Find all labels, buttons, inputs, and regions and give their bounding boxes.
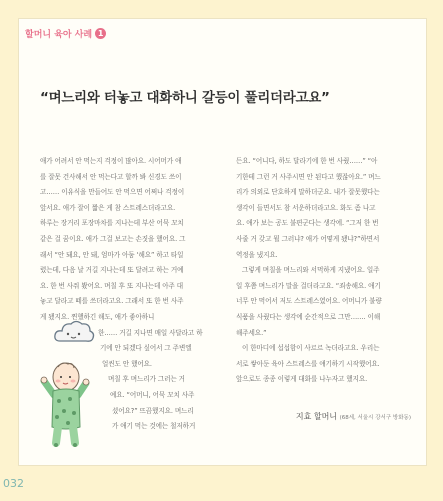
text-line: 서로 쌓아둔 육아 스트레스를 얘기하기 시작했어요. xyxy=(236,359,380,368)
cloud-illustration xyxy=(52,317,96,347)
text-line: 렸는데, 다음 날 거길 지나는데 또 달려고 하는 거예 xyxy=(40,266,184,275)
text-line: 기한테 그런 거 사주시면 안 된다고 했잖아요.” 며느 xyxy=(236,172,381,181)
section-tag xyxy=(25,27,106,40)
text-line: 예요. “어머니, 어묵 꼬치 사주 xyxy=(110,390,195,399)
text-line: 가 애기 먹는 것에는 철저하거 xyxy=(112,422,196,431)
text-line: 역정을 냈지요. xyxy=(236,250,278,259)
baby-illustration xyxy=(40,357,90,452)
text-line: 애가 어려서 안 먹는지 걱정이 많아요. 시어머가 애 xyxy=(40,157,182,165)
text-line: 하루는 장거리 포장마차를 지나는데 부산 어묵 꼬치 xyxy=(40,219,184,228)
text-line: 얼씬도 안 했어요. xyxy=(102,359,152,368)
text-line: 든요. “어니다, 하도 달라기에 한 번 사줬……” “아 xyxy=(236,157,378,165)
text-line: 앞서요. 애가 잘이 짧은 게 참 스트레스더라고요. xyxy=(40,203,176,212)
text-line: 일 후쯤 며느리가 말을 걸더라고요. “죄송해요. 애기 xyxy=(236,281,381,290)
text-line: 셨어요?” 뜨끔했지요. 며느리 xyxy=(112,406,194,415)
text-line: 리가 의외로 단호하게 말하더군요. 내가 잘못했다는 xyxy=(236,188,380,197)
text-line: 해주세요.” xyxy=(236,328,267,337)
text-line: 를 잘못 건사해서 안 먹는다고 할까 봐 신경도 쓰이 xyxy=(40,172,182,181)
author-name: 지효 할머니 xyxy=(295,412,338,421)
text-line: 앞으로도 종종 이렇게 대화를 나누자고 했지요. xyxy=(236,375,368,384)
text-line: 같은 걸 꿈이요. 애가 그걸 보고는 손짓을 했어요. 그 xyxy=(40,234,186,243)
text-line: 한…… 거길 지나면 매일 사달라고 하 xyxy=(98,328,203,337)
text-line: 요. 애가 보는 공도 불편군다는 생각에. “그저 한 번 xyxy=(236,219,379,228)
right-text-column xyxy=(236,154,408,388)
text-line: 며칠 후 며느리가 그러는 거 xyxy=(108,375,185,384)
page-number: 032 xyxy=(3,477,24,490)
text-line: 생각이 들면서도 참 서운하더라고요. 화도 좀 나고 xyxy=(236,203,376,212)
text-line: 고…… 이유식을 만들어도 안 먹으면 어쩌나 걱정이 xyxy=(40,188,185,197)
text-line: 너무 안 먹어서 저도 스트레스였어요. 어머니가 불량 xyxy=(236,297,382,306)
author-signature xyxy=(296,411,411,422)
section-label: 할머니 육아 사례 xyxy=(25,30,93,40)
text-line: 식품을 사줬다는 생각에 순간적으로 그만……. 이해 xyxy=(236,312,381,321)
text-line: 게 됐지요. 찐했하긴 해도, 애가 좋아하니 xyxy=(40,312,155,321)
author-detail: (68세, 서울시 강서구 방화동) xyxy=(339,415,411,421)
text-line: 사줄 거 갖고 뭘 그러냐? 애가 어떻게 됐냐?”하면서 xyxy=(236,234,380,243)
text-line: 이 한마디에 섭섭함이 사르르 녹더라고요. 우리는 xyxy=(242,344,380,353)
text-line: 그렇게 며칠을 며느리와 서먹하게 지냈어요. 일주 xyxy=(242,266,380,275)
text-line: 놓고 달라고 떼를 쓰더라고요. 그래서 또 한 번 사주 xyxy=(40,297,184,306)
page-title: “며느리와 터놓고 대화하니 갈등이 풀리더라고요” xyxy=(40,90,330,106)
text-line: 요. 한 번 사줘 봤어요. 며칠 후 또 지나는데 아주 대 xyxy=(40,281,184,290)
text-line: 래서 “안 돼요, 안 돼, 엄마가 아둠 ‘해요” 하고 타일 xyxy=(40,250,184,259)
section-number-badge: 1 xyxy=(95,28,106,39)
text-line: 기에 안 되겠다 싶어서 그 주변엘 xyxy=(100,344,192,353)
